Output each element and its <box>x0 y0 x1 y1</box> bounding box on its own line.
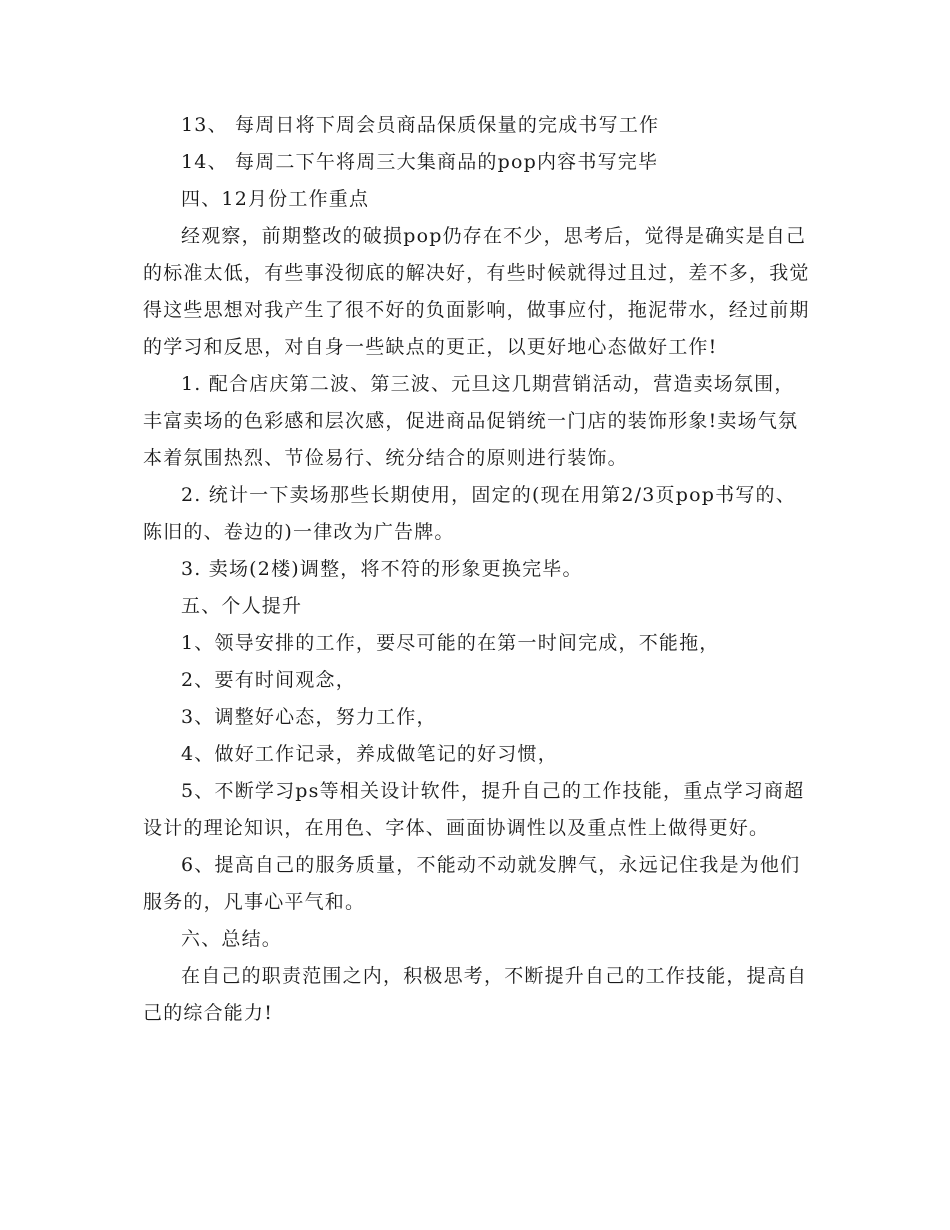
focus-item-1: 1. 配合店庆第二波、第三波、元旦这几期营销活动，营造卖场氛围，丰富卖场的色彩感和层次感，促进商品促销统一门店的装饰形象!卖场气氛本着氛围热烈、节俭易行、统分结合的原则进行装饰。 <box>143 373 799 469</box>
item-13: 13、 每周日将下周会员商品保质保量的完成书写工作 <box>181 114 660 136</box>
improvement-item-1: 1、领导安排的工作，要尽可能的在第一时间完成，不能拖， <box>181 632 720 654</box>
improvement-item-2: 2、要有时间观念， <box>181 669 356 691</box>
document-body <box>143 107 813 1032</box>
summary-paragraph: 在自己的职责范围之内，积极思考，不断提升自己的工作技能，提高自己的综合能力! <box>143 965 808 1024</box>
improvement-item-6: 6、提高自己的服务质量，不能动不动就发脾气，永远记住我是为他们服务的，凡事心平气和。 <box>143 854 801 913</box>
improvement-item-3: 3、调整好心态，努力工作， <box>181 706 437 728</box>
focus-item-2: 2. 统计一下卖场那些长期使用，固定的(现在用第2/3页pop书写的、陈旧的、卷边的)一律改为广告牌。 <box>143 484 796 543</box>
focus-item-3: 3. 卖场(2楼)调整，将不符的形象更换完毕。 <box>181 558 583 580</box>
improvement-item-5: 5、不断学习ps等相关设计软件，提升自己的工作技能，重点学习商超设计的理论知识，在用色、字体、画面协调性以及重点性上做得更好。 <box>143 780 805 839</box>
section-heading-summary: 六、总结。 <box>181 928 283 950</box>
improvement-item-4: 4、做好工作记录，养成做笔记的好习惯， <box>181 743 558 765</box>
observation-paragraph: 经观察，前期整改的破损pop仍存在不少，思考后，觉得是确实是自己的标准太低，有些事没彻底的解决好，有些时候就得过且过，差不多，我觉得这些思想对我产生了很不好的负面影响，做事应付，拖泥带水，经过前期的学习和反思，对自身一些缺点的更正，以更好地心态做好工作! <box>143 225 810 358</box>
section-heading-personal-improvement: 五、个人提升 <box>181 595 303 617</box>
item-14: 14、 每周二下午将周三大集商品的pop内容书写完毕 <box>181 151 659 173</box>
section-heading-december-focus: 四、12月份工作重点 <box>181 188 370 210</box>
